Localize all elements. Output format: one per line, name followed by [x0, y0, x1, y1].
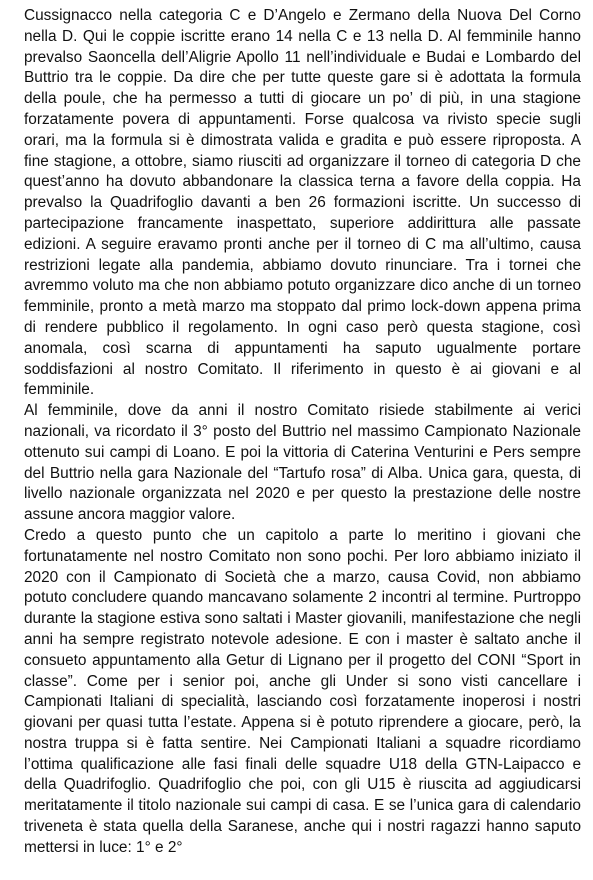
paragraph-1: Cussignacco nella categoria C e D’Angelo e Zermano della Nuova Del Corno nella D. Qui le coppie iscritte erano 14 nella C e 13 nella D. Al femminile hanno prevalso Saoncella dell’Aligrie Apollo 11 nell’individuale e Budai e Lombardo del Buttrio tra le coppie. Da dire che per tutte queste gare si è adottata la formula della poule, che ha permesso a tutti di giocare un po’ di più, in una stagione forzatamente povera di appuntamenti. Forse qualcosa va rivisto specie sugli orari, ma la formula si è dimostrata valida e gradita e può essere riproposta. A fine stagione, a ottobre, siamo riusciti ad organizzare il torneo di categoria D che quest’anno ha dovuto abbandonare la classica terna a favore della coppia. Ha prevalso la Quadrifoglio davanti a ben 26 formazioni iscritte. Un successo di partecipazione francamente inaspettato, superiore addirittura alle passate edizioni. A seguire eravamo pronti anche per il torneo di C ma all’ultimo, causa restrizioni legate alla pandemia, abbiamo dovuto rinunciare. Tra i tornei che avremmo voluto ma che non abbiamo potuto organizzare dico anche di un torneo femminile, pronto a metà marzo ma stoppato dal primo lock-down appena prima di rendere pubblico il regolamento. In ogni caso però questa stagione, così anomala, così scarna di appuntamenti ha saputo ugualmente portare soddisfazioni al nostro Comitato. Il riferimento in questo è ai giovani e al femminile.	[24, 7, 581, 399]
paragraph-3: Credo a questo punto che un capitolo a parte lo meritino i giovani che fortunatamente nel nostro Comitato non sono pochi. Per loro abbiamo iniziato il 2020 con il Campionato di Società che a marzo, causa Covid, non abbiamo potuto concludere quando mancavano solamente 2 incontri al termine. Purtroppo durante la stagione estiva sono saltati i Master giovanili, manifestazione che negli anni ha sempre registrato notevole adesione. E con i master è saltato anche il consueto appuntamento alla Getur di Lignano per il progetto del CONI “Sport in classe”. Come per i senior poi, anche gli Under si sono visti cancellare i Campionati Italiani di specialità, lasciando così forzatamente inoperosi i nostri giovani per quasi tutta l’estate. Appena si è potuto riprendere a giocare, però, la nostra truppa si è fatta sentire. Nei Campionati Italiani a squadre ricordiamo l’ottima qualificazione alle fasi finali delle squadre U18 della GTN-Laipacco e della Quadrifoglio. Quadrifoglio che poi, con gli U15 è riuscita ad aggiudicarsi meritatamente il titolo nazionale sui campi di casa. E se l’unica gara di calendario triveneta è stata quella della Saranese, anche qui i nostri ragazzi hanno saputo mettersi in luce: 1° e 2°	[24, 526, 581, 856]
paragraph-2: Al femminile, dove da anni il nostro Comitato risiede stabilmente ai verici nazionali, va ricordato il 3° posto del Buttrio nel massimo Campionato Nazionale ottenuto sui campi di Loano. E poi la vittoria di Caterina Venturini e Pers sempre del Buttrio nella gara Nazionale del “Tartufo rosa” di Alba. Unica gara, questa, di livello nazionale organizzata nel 2020 e per questo la prestazione delle nostre assune ancora maggior valore.	[24, 402, 581, 524]
